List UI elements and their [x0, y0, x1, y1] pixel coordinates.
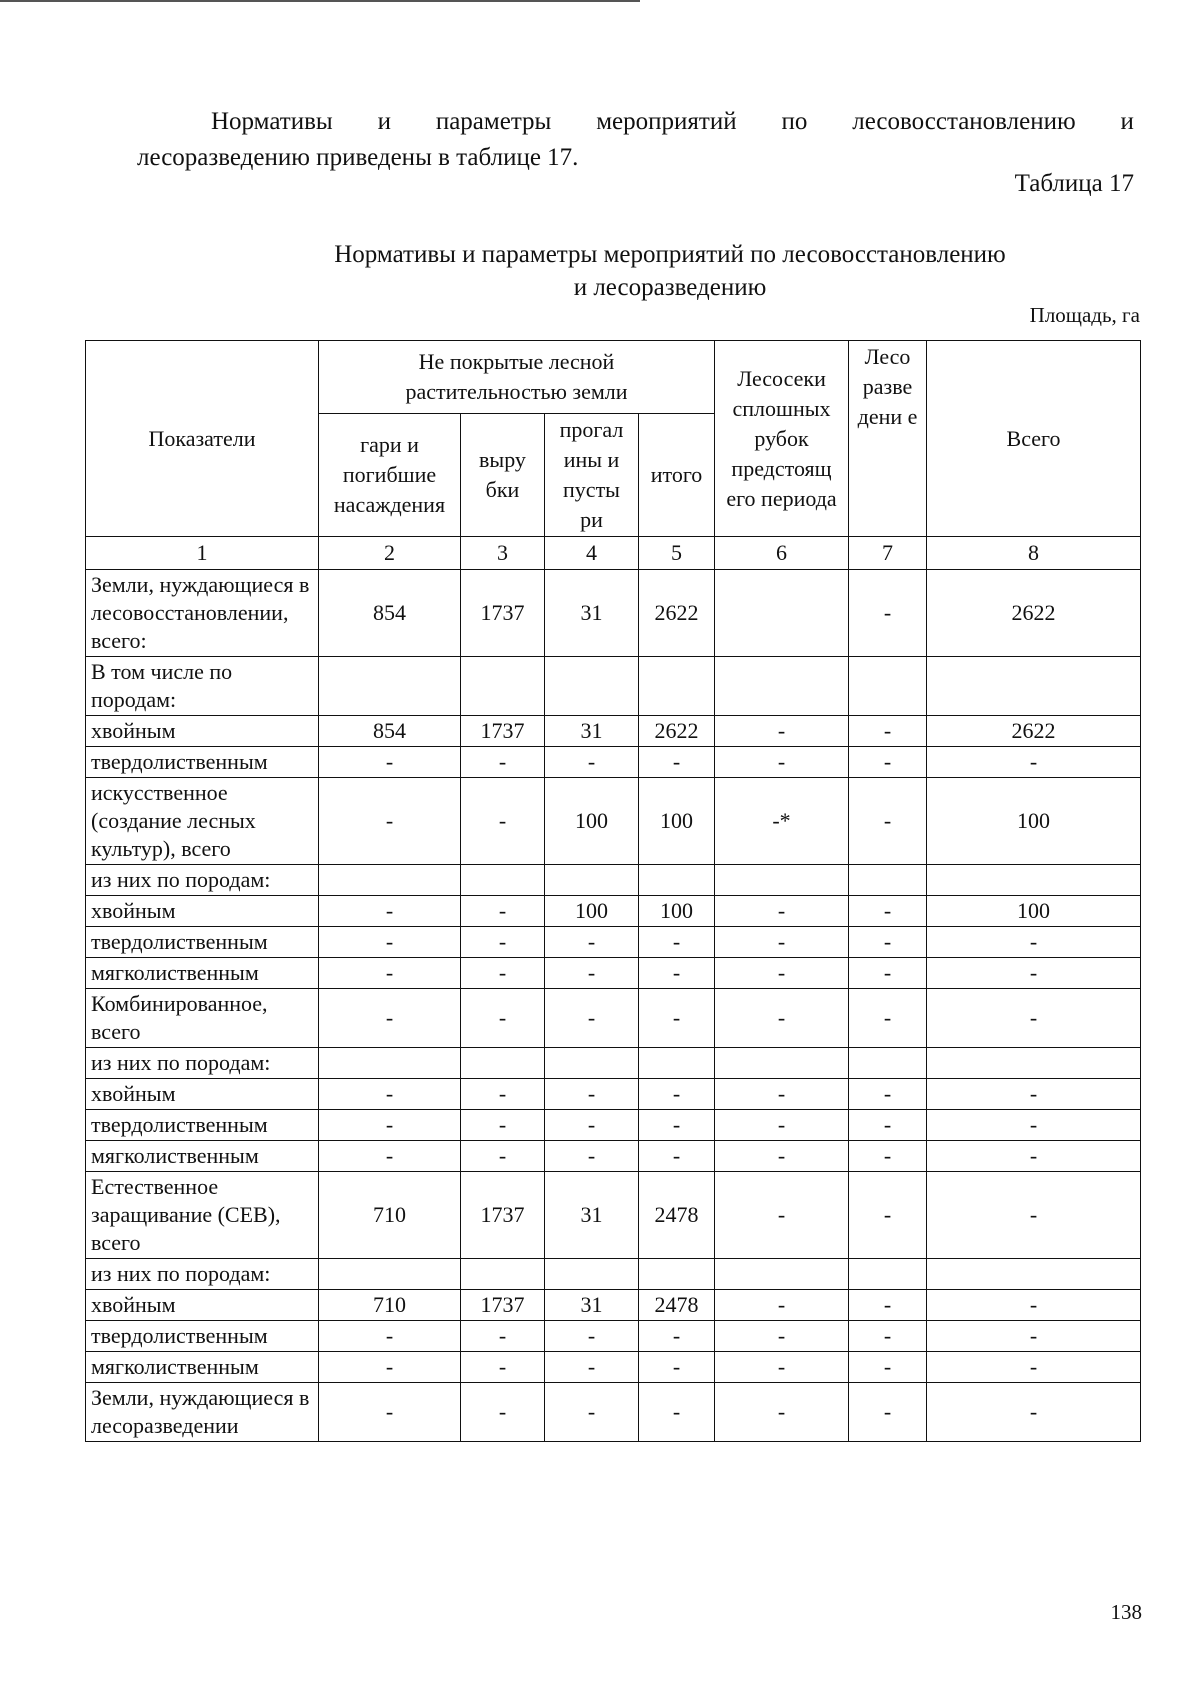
table-cell: - [927, 1079, 1141, 1110]
table-row [86, 657, 1141, 716]
intro-line-2: лесоразведению приведены в таблице 17. [137, 144, 579, 171]
table-cell: 100 [927, 896, 1141, 927]
table-cell [849, 865, 927, 896]
table-row [86, 1048, 1141, 1079]
table-cell [715, 1048, 849, 1079]
page-number: 138 [1110, 1600, 1142, 1624]
table-cell: - [545, 927, 639, 958]
row-label: хвойным [86, 1290, 319, 1321]
table-cell: - [849, 927, 927, 958]
table-cell: - [545, 1110, 639, 1141]
header-not-covered-group: Не покрытые лесной растительностью земли [319, 341, 715, 414]
table-row [86, 1141, 1141, 1172]
table-cell: - [927, 1383, 1141, 1442]
table-cell: - [461, 958, 545, 989]
table-cell: - [319, 778, 461, 865]
row-label: мягколиственным [86, 1141, 319, 1172]
table-cell: - [461, 1141, 545, 1172]
header-glades: прогал ины и пусты ри [545, 414, 639, 537]
table-row [86, 1172, 1141, 1259]
table-cell: - [461, 1321, 545, 1352]
table-cell: - [927, 747, 1141, 778]
row-label: из них по породам: [86, 865, 319, 896]
table-cell: - [319, 958, 461, 989]
row-label: мягколиственным [86, 1352, 319, 1383]
column-number: 4 [545, 537, 639, 570]
table-cell: - [927, 989, 1141, 1048]
column-number: 7 [849, 537, 927, 570]
table-cell [715, 865, 849, 896]
table-cell: - [461, 778, 545, 865]
table-cell: - [319, 1141, 461, 1172]
table-row [86, 778, 1141, 865]
table-cell: - [849, 1079, 927, 1110]
table-cell: - [849, 1141, 927, 1172]
table-title [240, 238, 1100, 304]
table-cell: - [461, 896, 545, 927]
row-label: хвойным [86, 1079, 319, 1110]
table-cell: 2622 [639, 570, 715, 657]
table-cell: - [849, 1321, 927, 1352]
table-cell: - [461, 1383, 545, 1442]
table-row [86, 716, 1141, 747]
table-cell: - [715, 1321, 849, 1352]
column-number: 6 [715, 537, 849, 570]
table-cell: - [319, 1321, 461, 1352]
table-cell: - [545, 989, 639, 1048]
table-cell: - [715, 1172, 849, 1259]
table-title-line-2: и лесоразведению [573, 274, 767, 301]
header-total: Всего [927, 341, 1141, 537]
table-cell: - [461, 747, 545, 778]
column-number: 1 [86, 537, 319, 570]
table-cell: - [715, 927, 849, 958]
table-cell [849, 657, 927, 716]
table-cell: - [715, 1079, 849, 1110]
header-indicators: Показатели [86, 341, 319, 537]
table-cell: - [849, 1290, 927, 1321]
header-burns: гари и погибшие насаждения [319, 414, 461, 537]
row-label: Естественное заращивание (СЕВ), всего [86, 1172, 319, 1259]
table-cell [319, 865, 461, 896]
row-label: мягколиственным [86, 958, 319, 989]
table-cell: - [545, 958, 639, 989]
table-cell: - [545, 1141, 639, 1172]
table-cell: - [639, 927, 715, 958]
table-cell: 2478 [639, 1172, 715, 1259]
table-cell: - [319, 989, 461, 1048]
table-cell [639, 1048, 715, 1079]
table-cell [545, 1259, 639, 1290]
table-cell [319, 1048, 461, 1079]
table-cell: - [715, 747, 849, 778]
row-label: Земли, нуждающиеся в лесоразведении [86, 1383, 319, 1442]
table-title-line-1: Нормативы и параметры мероприятий по лесовосстановлению [334, 241, 1006, 268]
table-cell: - [639, 1352, 715, 1383]
table-cell [715, 1259, 849, 1290]
table-cell: -* [715, 778, 849, 865]
table-cell: - [849, 989, 927, 1048]
table-cell [927, 1259, 1141, 1290]
table-cell: - [715, 1352, 849, 1383]
intro-line-1 [137, 104, 1134, 140]
table-cell [319, 657, 461, 716]
header-clearcuts: Лесосеки сплошных рубок предстоящ его периода [715, 341, 849, 537]
table-cell: - [849, 1110, 927, 1141]
intro-word: Нормативы [211, 108, 333, 135]
scan-top-rule [0, 0, 640, 2]
table-cell: 100 [545, 896, 639, 927]
table-cell: - [639, 747, 715, 778]
standards-table [85, 340, 1141, 1442]
table-cell: - [715, 896, 849, 927]
column-number: 2 [319, 537, 461, 570]
column-number: 5 [639, 537, 715, 570]
table-cell: - [639, 1079, 715, 1110]
table-cell [639, 865, 715, 896]
column-number: 8 [927, 537, 1141, 570]
header-cuttings: выру бки [461, 414, 545, 537]
table-row [86, 1290, 1141, 1321]
table-cell: - [715, 1383, 849, 1442]
table-cell: - [545, 1321, 639, 1352]
table-cell: - [849, 1383, 927, 1442]
intro-word: лесовосстановлению [852, 108, 1076, 135]
table-cell: 1737 [461, 1172, 545, 1259]
table-row [86, 747, 1141, 778]
table-cell: - [715, 989, 849, 1048]
intro-paragraph [137, 104, 1134, 176]
row-label: В том числе по породам: [86, 657, 319, 716]
table-cell: - [849, 778, 927, 865]
row-label: твердолиственным [86, 747, 319, 778]
table-cell: - [927, 927, 1141, 958]
table-cell: 31 [545, 1290, 639, 1321]
table-cell: - [639, 1141, 715, 1172]
table-cell: - [545, 747, 639, 778]
table-cell: - [927, 1141, 1141, 1172]
header-subtotal: итого [639, 414, 715, 537]
table-cell [639, 657, 715, 716]
table-cell: 100 [545, 778, 639, 865]
table-cell: 854 [319, 716, 461, 747]
table-cell: 31 [545, 570, 639, 657]
table-cell: - [461, 927, 545, 958]
table-cell: 2478 [639, 1290, 715, 1321]
table-cell [461, 1259, 545, 1290]
table-cell: - [849, 747, 927, 778]
table-cell [461, 1048, 545, 1079]
table-row [86, 1383, 1141, 1442]
column-number: 3 [461, 537, 545, 570]
table-cell: 100 [927, 778, 1141, 865]
table-row [86, 1321, 1141, 1352]
table-cell: - [639, 958, 715, 989]
row-label: хвойным [86, 716, 319, 747]
row-label: твердолиственным [86, 1110, 319, 1141]
table-cell: - [545, 1352, 639, 1383]
header-afforestation: Лесо разве дени е [849, 341, 927, 537]
table-cell [927, 865, 1141, 896]
table-cell: - [319, 1110, 461, 1141]
table-cell: - [927, 1321, 1141, 1352]
table-cell: 2622 [927, 570, 1141, 657]
table-cell [545, 1048, 639, 1079]
table-cell: - [461, 1352, 545, 1383]
table-cell: - [715, 716, 849, 747]
table-cell [319, 1259, 461, 1290]
table-cell: - [319, 896, 461, 927]
table-row [86, 1259, 1141, 1290]
table-cell: - [715, 1110, 849, 1141]
table-cell [639, 1259, 715, 1290]
row-label: из них по породам: [86, 1048, 319, 1079]
table-cell [545, 865, 639, 896]
table-cell: 2622 [639, 716, 715, 747]
table-body [86, 570, 1141, 1442]
table-row [86, 865, 1141, 896]
table-cell: - [849, 958, 927, 989]
table-number: Таблица 17 [1014, 170, 1134, 197]
table-cell: - [849, 1352, 927, 1383]
table-cell [715, 657, 849, 716]
table-cell: 1737 [461, 716, 545, 747]
table-cell [545, 657, 639, 716]
table-cell: - [639, 1110, 715, 1141]
intro-word: и [377, 108, 391, 135]
table-cell [461, 657, 545, 716]
table-cell: - [849, 896, 927, 927]
table-row [86, 989, 1141, 1048]
table-row [86, 570, 1141, 657]
table-cell: 710 [319, 1172, 461, 1259]
table-cell: 1737 [461, 570, 545, 657]
intro-word: параметры [435, 108, 552, 135]
table-cell: 2622 [927, 716, 1141, 747]
table-cell: - [715, 1141, 849, 1172]
table-row [86, 1079, 1141, 1110]
table-cell: - [319, 1383, 461, 1442]
table-cell: - [461, 1110, 545, 1141]
table-cell [927, 1048, 1141, 1079]
table-cell: 1737 [461, 1290, 545, 1321]
table-cell: - [927, 1110, 1141, 1141]
table-cell: - [545, 1079, 639, 1110]
row-label: из них по породам: [86, 1259, 319, 1290]
table-cell [849, 1259, 927, 1290]
table-cell: - [849, 716, 927, 747]
table-cell: - [319, 927, 461, 958]
table-cell: 100 [639, 896, 715, 927]
table-cell [849, 1048, 927, 1079]
table-cell: - [927, 1352, 1141, 1383]
row-label: Комбинированное, всего [86, 989, 319, 1048]
table-cell: - [319, 1352, 461, 1383]
table-cell: 31 [545, 716, 639, 747]
table-cell: - [849, 1172, 927, 1259]
table-cell: 710 [319, 1290, 461, 1321]
table-cell: - [639, 989, 715, 1048]
table-cell: - [715, 1290, 849, 1321]
table-cell [927, 657, 1141, 716]
row-label: твердолиственным [86, 927, 319, 958]
table-cell: - [319, 747, 461, 778]
intro-word: по [781, 108, 808, 135]
unit-label: Площадь, га [1029, 303, 1140, 327]
table-row [86, 1352, 1141, 1383]
table-cell: - [545, 1383, 639, 1442]
table-cell [715, 570, 849, 657]
table-cell: 31 [545, 1172, 639, 1259]
table-cell: 854 [319, 570, 461, 657]
table-row [86, 958, 1141, 989]
table-row [86, 1110, 1141, 1141]
table-cell: - [849, 570, 927, 657]
row-label: искусственное (создание лесных культур), всего [86, 778, 319, 865]
table-cell: 100 [639, 778, 715, 865]
row-label: твердолиственным [86, 1321, 319, 1352]
table-cell: - [639, 1321, 715, 1352]
table-cell: - [319, 1079, 461, 1110]
table-row [86, 927, 1141, 958]
table-cell: - [461, 1079, 545, 1110]
table-cell: - [927, 958, 1141, 989]
intro-word: и [1120, 108, 1134, 135]
column-number-row [86, 537, 1141, 570]
table-cell: - [927, 1172, 1141, 1259]
table-cell: - [461, 989, 545, 1048]
table-cell: - [639, 1383, 715, 1442]
row-label: Земли, нуждающиеся в лесовосстановлении, всего: [86, 570, 319, 657]
table-cell: - [927, 1290, 1141, 1321]
row-label: хвойным [86, 896, 319, 927]
table-cell: - [715, 958, 849, 989]
intro-word: мероприятий [596, 108, 737, 135]
table-row [86, 896, 1141, 927]
table-cell [461, 865, 545, 896]
